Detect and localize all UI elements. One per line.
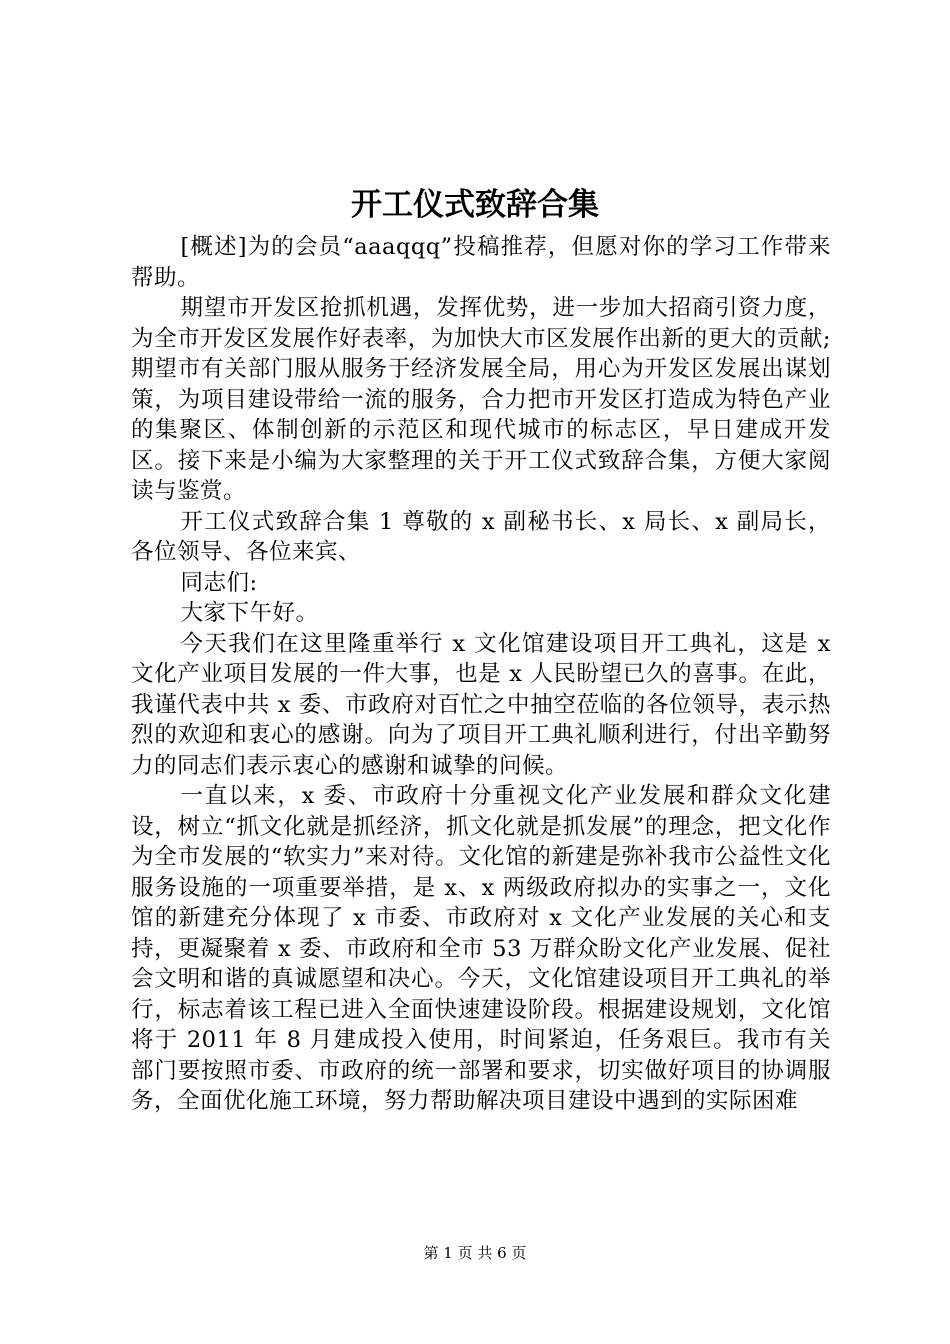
paragraph-summary: [概述]为的会员“aaaqqq”投稿推荐，但愿对你的学习工作带来帮助。 [131, 234, 831, 291]
page-title: 开工仪式致辞合集 [351, 187, 599, 223]
paragraph-comrades: 同志们: [180, 569, 258, 596]
paragraph-greeting: 大家下午好。 [180, 600, 319, 626]
paragraph-culture: 一直以来，x 委、市政府十分重视文化产业发展和群众文化建设，树立“抓文化就是抓经济，抓文化就是抓发展”的理念，把文化作为全市发展的“软实力”来对待。文化馆的新建是弥补我市公益性文化服务设施的一项重要举措，是 x、x 两级政府拟办的实事之一，文化馆的新建充分体现了 x 市委、市政府对 x 文化产业发展的关心和支持，更凝聚着 x 委、市政府和全市 53 万群众盼文化产业发展、促社会文明和谐的真诚愿望和决心。今天，文化馆建设项目开工典礼的举行，标志着该工程已进入全面快速建设阶段。根据建设规划，文化馆将于 2011 年 8 月建成投入使用，时间紧迫，任务艰巨。我市有关部门要按照市委、市政府的统一部署和要求，切实做好项目的协调服务，全面优化施工环境，努力帮助解决项目建设中遇到的实际困难 [131, 783, 831, 1114]
paragraph-salutation: 开工仪式致辞合集 1 尊敬的 x 副秘书长、x 局长、x 副局长，各位领导、各位来宾、 [131, 508, 831, 565]
page-number: 第 1 页 共 6 页 [423, 1244, 527, 1262]
paragraph-ceremony: 今天我们在这里隆重举行 x 文化馆建设项目开工典礼，这是 x 文化产业项目发展的一件大事，也是 x 人民盼望已久的喜事。在此，我谨代表中共 x 委、市政府对百忙之中抽空莅临的各位领导，表示热烈的欢迎和衷心的感谢。向为了项目开工典礼顺利进行，付出辛勤努力的同志们表示衷心的感谢和诚挚的问候。 [131, 630, 831, 779]
document-body [131, 232, 831, 1117]
paragraph-intro: 期望市开发区抢抓机遇，发挥优势，进一步加大招商引资力度，为全市开发区发展作好表率，为加快大市区发展作出新的更大的贡献;期望市有关部门服从服务于经济发展全局，用心为开发区发展出谋划策，为项目建设带给一流的服务，合力把市开发区打造成为特色产业的集聚区、体制创新的示范区和现代城市的标志区，早日建成开发区。接下来是小编为大家整理的关于开工仪式致辞合集，方便大家阅读与鉴赏。 [131, 295, 831, 504]
